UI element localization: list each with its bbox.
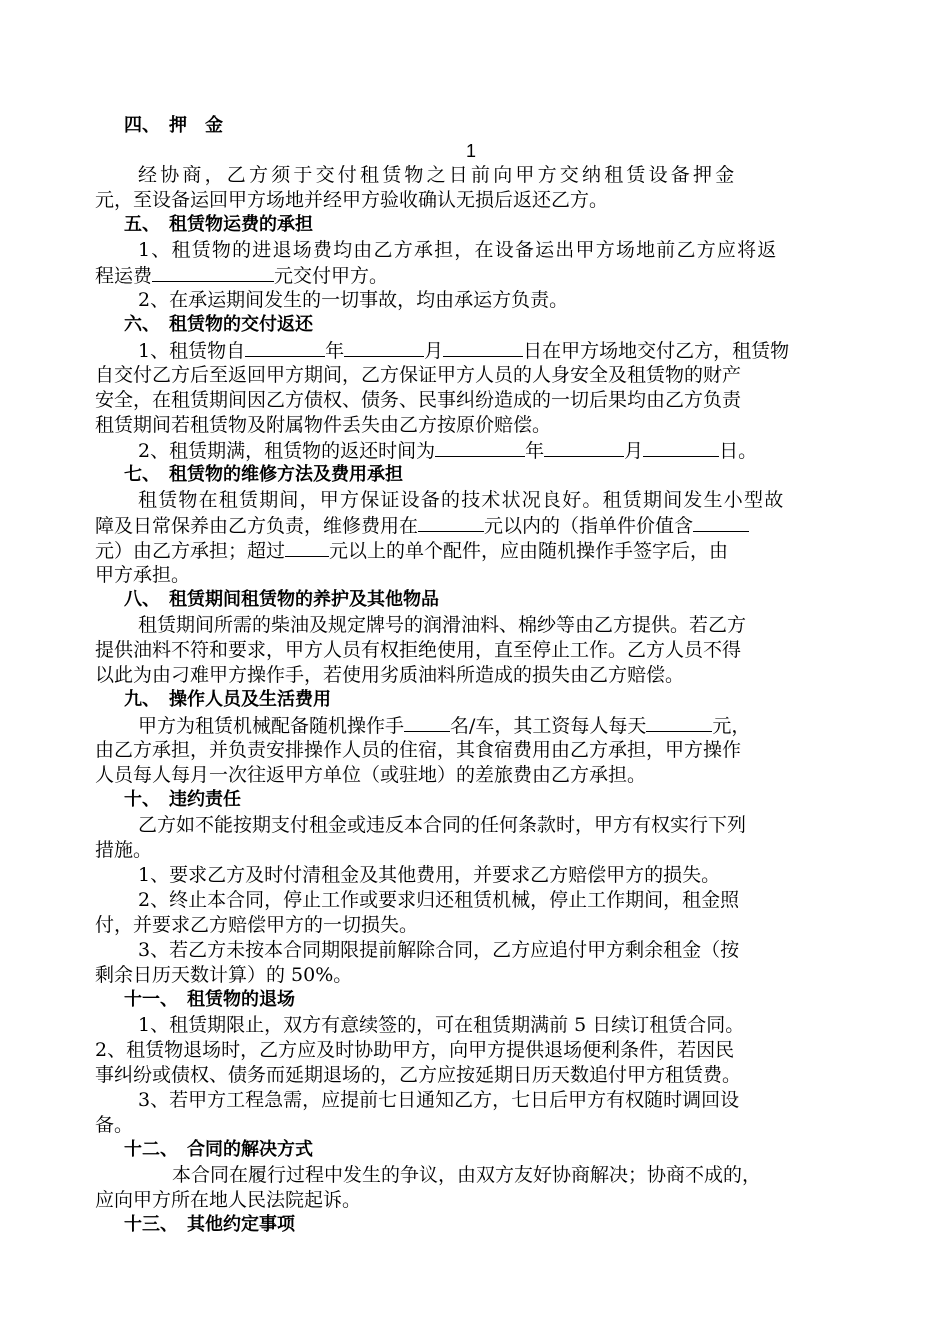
text-fragment: 元交付甲方。: [274, 265, 389, 287]
section-12-text: 应向甲方所在地人民法院起诉。: [95, 1189, 362, 1211]
text-fragment: 障及日常保养由乙方负责，维修费用在: [95, 515, 419, 537]
section-7-text: 租赁物在租赁期间，甲方保证设备的技术状况良好。租赁期间发生小型故: [138, 489, 785, 511]
fill-blank[interactable]: [435, 438, 525, 457]
fill-blank[interactable]: [344, 338, 424, 357]
section-10-text: 付，并要求乙方赔偿甲方的一切损失。: [95, 914, 419, 936]
section-5-heading: 五、 租赁物运费的承担: [124, 214, 313, 235]
fill-blank[interactable]: [418, 513, 484, 532]
text-fragment: 元，: [712, 715, 751, 737]
section-6-text: 租赁期间若租赁物及附属物件丢失由乙方按原价赔偿。: [95, 414, 552, 436]
text-fragment: 2、租赁期满，租赁物的返还时间为: [138, 440, 436, 462]
fill-blank[interactable]: [285, 538, 329, 557]
section-6-text: [138, 338, 789, 363]
page-number: 1: [466, 141, 477, 161]
text-fragment: 年: [525, 440, 545, 462]
fill-blank[interactable]: [245, 338, 325, 357]
fill-blank[interactable]: [443, 338, 523, 357]
text-fragment: 年: [325, 340, 345, 362]
text-fragment: 元）由乙方承担；超过: [95, 540, 286, 562]
section-4-heading: 四、 押 金: [124, 115, 223, 136]
section-6-text: 自交付乙方后至返回甲方期间，乙方保证甲方人员的人身安全及租赁物的财产: [95, 364, 742, 386]
text-fragment: 1、租赁物自: [138, 340, 246, 362]
section-8-text: 以此为由刁难甲方操作手，若使用劣质油料所造成的损失由乙方赔偿。: [95, 664, 685, 686]
section-11-heading: 十一、 租赁物的退场: [124, 989, 295, 1010]
section-10-text: 剩余日历天数计算）的 50%。: [95, 964, 353, 986]
section-10-text: 乙方如不能按期支付租金或违反本合同的任何条款时，甲方有权实行下列: [138, 814, 747, 836]
section-4-text: 经协商，乙方须于交付租赁物之日前向甲方交纳租赁设备押金: [138, 164, 738, 186]
text-fragment: 月: [624, 440, 644, 462]
section-9-text: [138, 713, 750, 738]
section-11-text: 备。: [95, 1114, 134, 1136]
section-7-heading: 七、 租赁物的维修方法及费用承担: [124, 464, 403, 485]
section-6-heading: 六、 租赁物的交付返还: [124, 314, 313, 335]
text-fragment: 甲方为租赁机械配备随机操作手: [138, 715, 405, 737]
section-10-text: 措施。: [95, 839, 153, 861]
text-fragment: 月: [424, 340, 444, 362]
section-11-text: 1、租赁期限止，双方有意续签的，可在租赁期满前 5 日续订租赁合同。: [138, 1014, 745, 1036]
text-fragment: 日在甲方场地交付乙方，租赁物: [523, 340, 790, 362]
fill-blank[interactable]: [643, 438, 719, 457]
fill-blank[interactable]: [152, 263, 274, 282]
fill-blank[interactable]: [693, 513, 749, 532]
text-fragment: 元以上的单个配件，应由随机操作手签字后，由: [329, 540, 729, 562]
text-fragment: 日。: [719, 440, 758, 462]
section-12-heading: 十二、 合同的解决方式: [124, 1139, 313, 1160]
fill-blank[interactable]: [544, 438, 624, 457]
fill-blank[interactable]: [646, 713, 712, 732]
section-9-text: 由乙方承担，并负责安排操作人员的住宿，其食宿费用由乙方承担，甲方操作: [95, 739, 742, 761]
section-10-text: 3、若乙方未按本合同期限提前解除合同，乙方应追付甲方剩余租金（按: [138, 939, 740, 961]
section-9-heading: 九、 操作人员及生活费用: [124, 689, 331, 710]
section-12-text: 本合同在履行过程中发生的争议，由双方友好协商解决；协商不成的，: [172, 1164, 762, 1186]
section-5-text: [95, 263, 388, 288]
section-5-text: 1、租赁物的进退场费均由乙方承担，在设备运出甲方场地前乙方应将返: [138, 239, 778, 261]
section-4-text: 元，至设备运回甲方场地并经甲方验收确认无损后返还乙方。: [95, 189, 609, 211]
section-8-text: 租赁期间所需的柴油及规定牌号的润滑油料、棉纱等由乙方提供。若乙方: [138, 614, 747, 636]
text-fragment: 元以内的（指单件价值含: [484, 515, 694, 537]
section-8-text: 提供油料不符和要求，甲方人员有权拒绝使用，直至停止工作。乙方人员不得: [95, 639, 742, 661]
section-11-text: 事纠纷或债权、债务而延期退场的，乙方应按延期日历天数追付甲方租赁费。: [95, 1064, 742, 1086]
section-8-heading: 八、 租赁期间租赁物的养护及其他物品: [124, 589, 439, 610]
section-9-text: 人员每人每月一次往返甲方单位（或驻地）的差旅费由乙方承担。: [95, 764, 647, 786]
section-10-text: 2、终止本合同，停止工作或要求归还租赁机械，停止工作期间，租金照: [138, 889, 740, 911]
text-fragment: 名/车，其工资每人每天: [450, 715, 647, 737]
section-5-text: 2、在承运期间发生的一切事故，均由承运方负责。: [138, 289, 569, 311]
section-6-text: 安全，在租赁期间因乙方债权、债务、民事纠纷造成的一切后果均由乙方负责: [95, 389, 742, 411]
section-7-text: [95, 538, 728, 563]
section-7-text: [95, 513, 749, 538]
section-10-text: 1、要求乙方及时付清租金及其他费用，并要求乙方赔偿甲方的损失。: [138, 864, 721, 886]
section-7-text: 甲方承担。: [95, 564, 191, 586]
section-10-heading: 十、 违约责任: [124, 789, 241, 810]
fill-blank[interactable]: [404, 713, 450, 732]
text-fragment: 程运费: [95, 265, 153, 287]
section-6-text: [138, 438, 757, 463]
section-11-text: 3、若甲方工程急需，应提前七日通知乙方，七日后甲方有权随时调回设: [138, 1089, 740, 1111]
section-13-heading: 十三、 其他约定事项: [124, 1214, 295, 1235]
section-11-text: 2、租赁物退场时，乙方应及时协助甲方，向甲方提供退场便利条件，若因民: [95, 1039, 735, 1061]
